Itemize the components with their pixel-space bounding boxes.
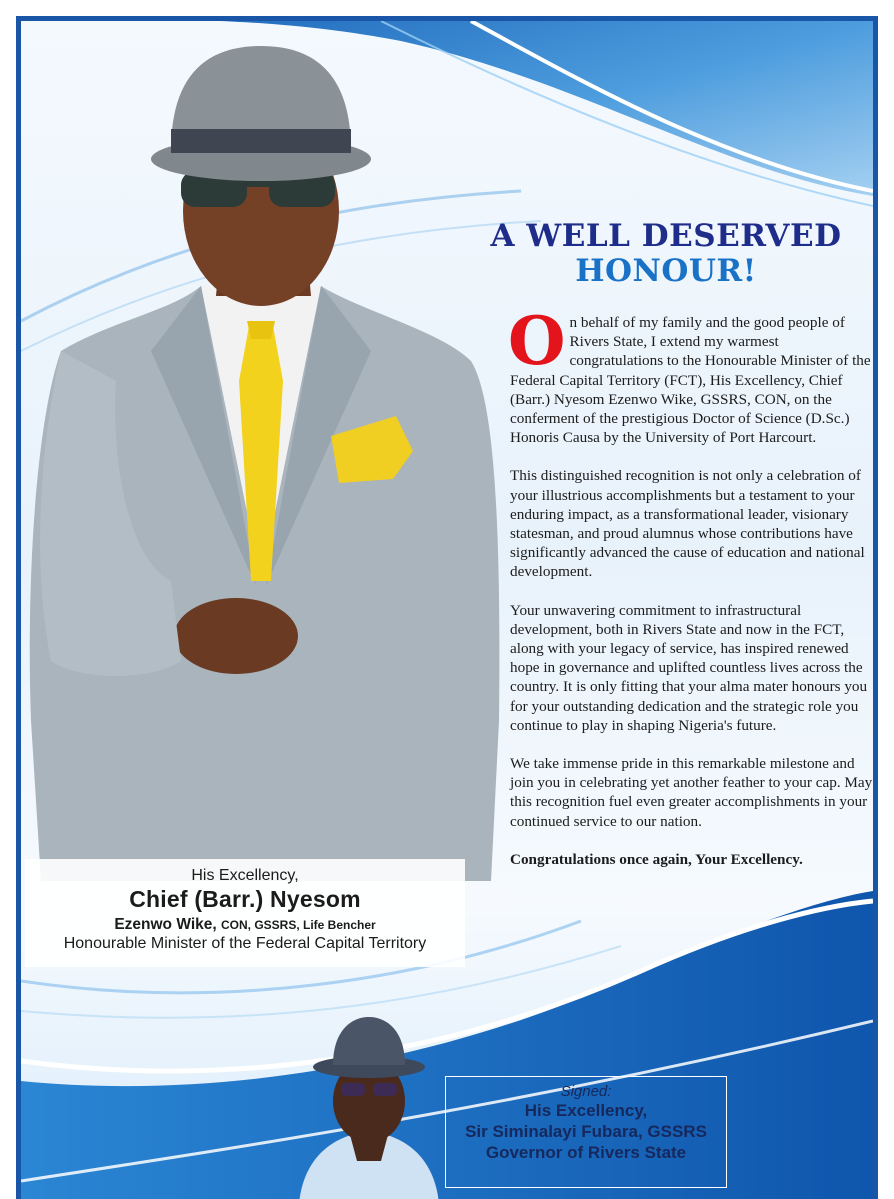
- advert-frame: [16, 16, 878, 1199]
- headline: [461, 219, 871, 288]
- signatory-title: His Excellency,: [524, 1101, 648, 1120]
- honoree-title: His Excellency,: [191, 867, 299, 884]
- honoree-name: Chief (Barr.) Nyesom: [129, 886, 361, 912]
- honoree-portrait: [21, 21, 511, 881]
- paragraph-2: This distinguished recognition is not only a celebration of your illustrious accomplishments but a testament to your enduring impact, as a transformational leader, visionary statesman, and proud alumnus whose contributions have significantly advanced the cause of education and national development.: [510, 467, 865, 581]
- headline-line-2: HONOUR!: [575, 252, 757, 289]
- signatory-name: Sir Siminalayi Fubara, GSSRS: [465, 1122, 707, 1141]
- signatory-portrait: [289, 1011, 449, 1199]
- paragraph-3: Your unwavering commitment to infrastructural development, both in Rivers State and now in the FCT, along with your legacy of service, has inspired renewed hope in governance and uplifted countless lives across the country. It is only fitting that your alma mater honours you for your outstanding dedication and the strategic role you continue to play in shaping Nigeria's future.: [510, 601, 868, 734]
- headline-line-1: A WELL DESERVED: [490, 218, 842, 254]
- signatory-block: [445, 1076, 727, 1188]
- paragraph-1: [508, 302, 876, 447]
- honoree-honours: CON, GSSRS, Life Bencher: [220, 918, 376, 932]
- honoree-name-line-2: [25, 916, 465, 934]
- drop-cap: O: [508, 302, 566, 380]
- closing-line: Congratulations once again, Your Excellency.: [510, 850, 803, 868]
- honoree-office: Honourable Minister of the Federal Capital Territory: [63, 935, 427, 952]
- signatory-office: Governor of Rivers State: [485, 1143, 687, 1162]
- honoree-caption: [25, 859, 465, 967]
- paragraph-1-text: n behalf of my family and the good people of Rivers State, I extend my warmest congratulations to the Honourable Minister of the Federal Capital Territory (FCT), His Excellency, Chief (Barr.) Nyesom Ezenwo Wike, GSSRS, CON, on the conferment of the prestigious Doctor of Science (D.Sc.) Honoris Causa by the University of Port Harcourt.: [510, 314, 871, 447]
- message-body: [508, 302, 876, 888]
- honoree-name-2: Ezenwo Wike,: [114, 916, 217, 933]
- paragraph-4: We take immense pride in this remarkable milestone and join you in celebrating yet another feather to your cap. May this recognition fuel even greater accomplishments in your continued service to our nation.: [510, 755, 873, 830]
- signed-label: Signed:: [560, 1083, 612, 1100]
